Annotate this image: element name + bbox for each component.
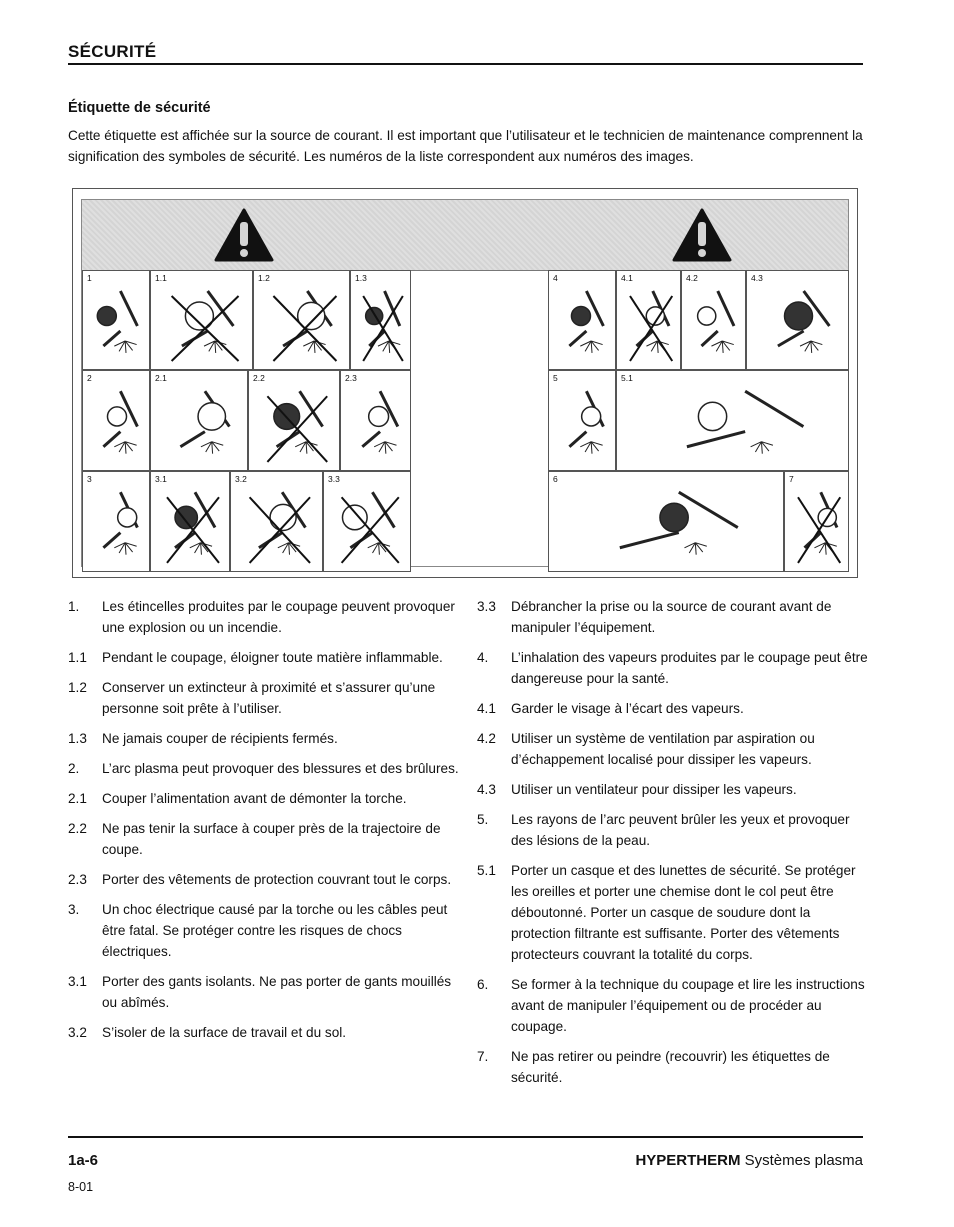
panel-number: 1.3 [355, 273, 367, 283]
panel-number: 7 [789, 474, 794, 484]
list-item [68, 788, 463, 809]
panel-number: 2.3 [345, 373, 357, 383]
item-number: 3.1 [68, 974, 87, 989]
item-number: 2.1 [68, 791, 87, 806]
right-column [477, 596, 869, 1097]
item-text: Débrancher la prise ou la source de courant avant de manipuler l’équipement. [511, 599, 832, 635]
panel-number: 4.2 [686, 273, 698, 283]
item-text: S’isoler de la surface de travail et du sol. [102, 1025, 347, 1040]
item-text: Garder le visage à l’écart des vapeurs. [511, 701, 744, 716]
item-text: L’inhalation des vapeurs produites par le coupage peut être dangereuse pour la santé. [511, 650, 868, 686]
item-number: 3.3 [477, 599, 496, 614]
header-rule [68, 63, 863, 65]
item-text: Ne jamais couper de récipients fermés. [102, 731, 338, 746]
warning-triangle-icon [214, 208, 274, 262]
label-panel [350, 270, 411, 370]
pictogram-icon [617, 271, 682, 371]
label-panel [248, 370, 340, 471]
item-text: Les étincelles produites par le coupage peuvent provoquer une explosion ou un incendie. [102, 599, 455, 635]
item-text: Pendant le coupage, éloigner toute matière inflammable. [102, 650, 443, 665]
label-panel [82, 471, 150, 572]
item-text: Ne pas tenir la surface à couper près de la trajectoire de coupe. [102, 821, 441, 857]
item-number: 5. [477, 812, 489, 827]
panel-number: 4.1 [621, 273, 633, 283]
warning-triangle-icon [672, 208, 732, 262]
left-column [68, 596, 463, 1052]
label-panel [784, 471, 849, 572]
footer-rule [68, 1136, 863, 1138]
item-number: 2.2 [68, 821, 87, 836]
panel-number: 4 [553, 273, 558, 283]
pictogram-icon [785, 472, 850, 573]
item-number: 7. [477, 1049, 489, 1064]
list-item [477, 974, 869, 1037]
item-number: 1. [68, 599, 80, 614]
panel-number: 2 [87, 373, 92, 383]
item-number: 5.1 [477, 863, 496, 878]
pictogram-icon [83, 472, 151, 573]
list-item [68, 869, 463, 890]
item-text: Porter des vêtements de protection couvrant tout le corps. [102, 872, 452, 887]
item-text: Se former à la technique du coupage et lire les instructions avant de manipuler l’équipement ou de procéder au coupage. [511, 977, 865, 1034]
label-panel [150, 270, 253, 370]
brand-name: HYPERTHERM [635, 1152, 741, 1169]
pictogram-icon [351, 271, 412, 371]
item-text: Couper l’alimentation avant de démonter la torche. [102, 791, 407, 806]
item-number: 3.2 [68, 1025, 87, 1040]
item-text: Utiliser un système de ventilation par aspiration ou d’échappement localisé pour dissiper les vapeurs. [511, 731, 815, 767]
item-number: 4.1 [477, 701, 496, 716]
label-panel [616, 370, 849, 471]
panel-number: 5 [553, 373, 558, 383]
list-item [68, 596, 463, 638]
item-text: Un choc électrique causé par la torche ou les câbles peut être fatal. Se protéger contre les risques de chocs électriques. [102, 902, 448, 959]
list-item [477, 860, 869, 965]
section-title: Étiquette de sécurité [68, 100, 211, 116]
list-item [68, 899, 463, 962]
label-panel [253, 270, 350, 370]
pictogram-icon [254, 271, 351, 371]
brand [635, 1152, 863, 1169]
list-item [68, 677, 463, 719]
item-number: 3. [68, 902, 80, 917]
label-panel [150, 471, 230, 572]
item-number: 1.3 [68, 731, 87, 746]
item-number: 2. [68, 761, 80, 776]
label-panel [340, 370, 411, 471]
intro-paragraph: Cette étiquette est affichée sur la source de courant. Il est important que l’utilisateur et le technicien de maintenance comprennent la signification des symboles de sécurité. Les numéros de la liste correspondent aux numéros des images. [68, 128, 863, 164]
list-item [477, 647, 869, 689]
label-panel [616, 270, 681, 370]
panel-number: 3.2 [235, 474, 247, 484]
item-text: Porter un casque et des lunettes de sécurité. Se protéger les oreilles et porter une chemise dont le col peut être déboutonné. Porter un casque de soudure dont la protection filtrante est suffisante. Porter des vêtements protecteurs couvrant la totalité du corps. [511, 863, 856, 962]
pictogram-icon [151, 271, 254, 371]
item-number: 2.3 [68, 872, 87, 887]
panel-number: 2.2 [253, 373, 265, 383]
list-item [477, 809, 869, 851]
header-title: SÉCURITÉ [68, 42, 157, 61]
list-item [68, 1022, 463, 1043]
item-text: L’arc plasma peut provoquer des blessures et des brûlures. [102, 761, 459, 776]
pictogram-icon [549, 271, 617, 371]
list-item [68, 728, 463, 749]
list-item [477, 1046, 869, 1088]
label-panel [746, 270, 849, 370]
list-item [68, 818, 463, 860]
pictogram-icon [617, 371, 850, 472]
brand-suffix: Systèmes plasma [744, 1152, 863, 1169]
panel-number: 3.3 [328, 474, 340, 484]
warning-band [82, 200, 848, 271]
list-item [477, 596, 869, 638]
pictogram-icon [549, 371, 617, 472]
item-number: 6. [477, 977, 489, 992]
pictogram-icon [549, 472, 785, 573]
item-text: Conserver un extincteur à proximité et s’assurer qu’une personne soit prête à l’utiliser. [102, 680, 436, 716]
panel-number: 1.2 [258, 273, 270, 283]
panel-number: 1 [87, 273, 92, 283]
label-panel [230, 471, 323, 572]
label-panel [150, 370, 248, 471]
pictogram-icon [249, 371, 341, 472]
panel-number: 4.3 [751, 273, 763, 283]
list-item [68, 758, 463, 779]
pictogram-icon [151, 371, 249, 472]
panel-number: 3 [87, 474, 92, 484]
panel-number: 5.1 [621, 373, 633, 383]
list-item [68, 647, 463, 668]
item-number: 4.3 [477, 782, 496, 797]
label-panel [681, 270, 746, 370]
panel-number: 3.1 [155, 474, 167, 484]
pictogram-icon [83, 271, 151, 371]
panel-number: 2.1 [155, 373, 167, 383]
list-item [477, 698, 869, 719]
panel-number: 6 [553, 474, 558, 484]
list-item [477, 779, 869, 800]
item-text: Ne pas retirer ou peindre (recouvrir) les étiquettes de sécurité. [511, 1049, 830, 1085]
label-panel [82, 270, 150, 370]
pictogram-icon [341, 371, 412, 472]
item-text: Utiliser un ventilateur pour dissiper les vapeurs. [511, 782, 797, 797]
item-number: 4. [477, 650, 489, 665]
item-text: Porter des gants isolants. Ne pas porter de gants mouillés ou abîmés. [102, 974, 452, 1010]
label-panel [548, 270, 616, 370]
label-panel [323, 471, 411, 572]
pictogram-icon [83, 371, 151, 472]
label-panel [548, 370, 616, 471]
pictogram-icon [231, 472, 324, 573]
pictogram-icon [682, 271, 747, 371]
page-number: 1a-6 [68, 1152, 99, 1169]
item-text: Les rayons de l’arc peuvent brûler les yeux et provoquer des lésions de la peau. [511, 812, 850, 848]
revision-date: 8-01 [68, 1180, 94, 1194]
item-number: 4.2 [477, 731, 496, 746]
panel-number: 1.1 [155, 273, 167, 283]
label-panel [82, 370, 150, 471]
pictogram-icon [151, 472, 231, 573]
list-item [477, 728, 869, 770]
list-item [68, 971, 463, 1013]
pictogram-icon [324, 472, 412, 573]
item-number: 1.1 [68, 650, 87, 665]
pictogram-icon [747, 271, 850, 371]
item-number: 1.2 [68, 680, 87, 695]
label-panel [548, 471, 784, 572]
safety-label-figure [72, 188, 858, 578]
